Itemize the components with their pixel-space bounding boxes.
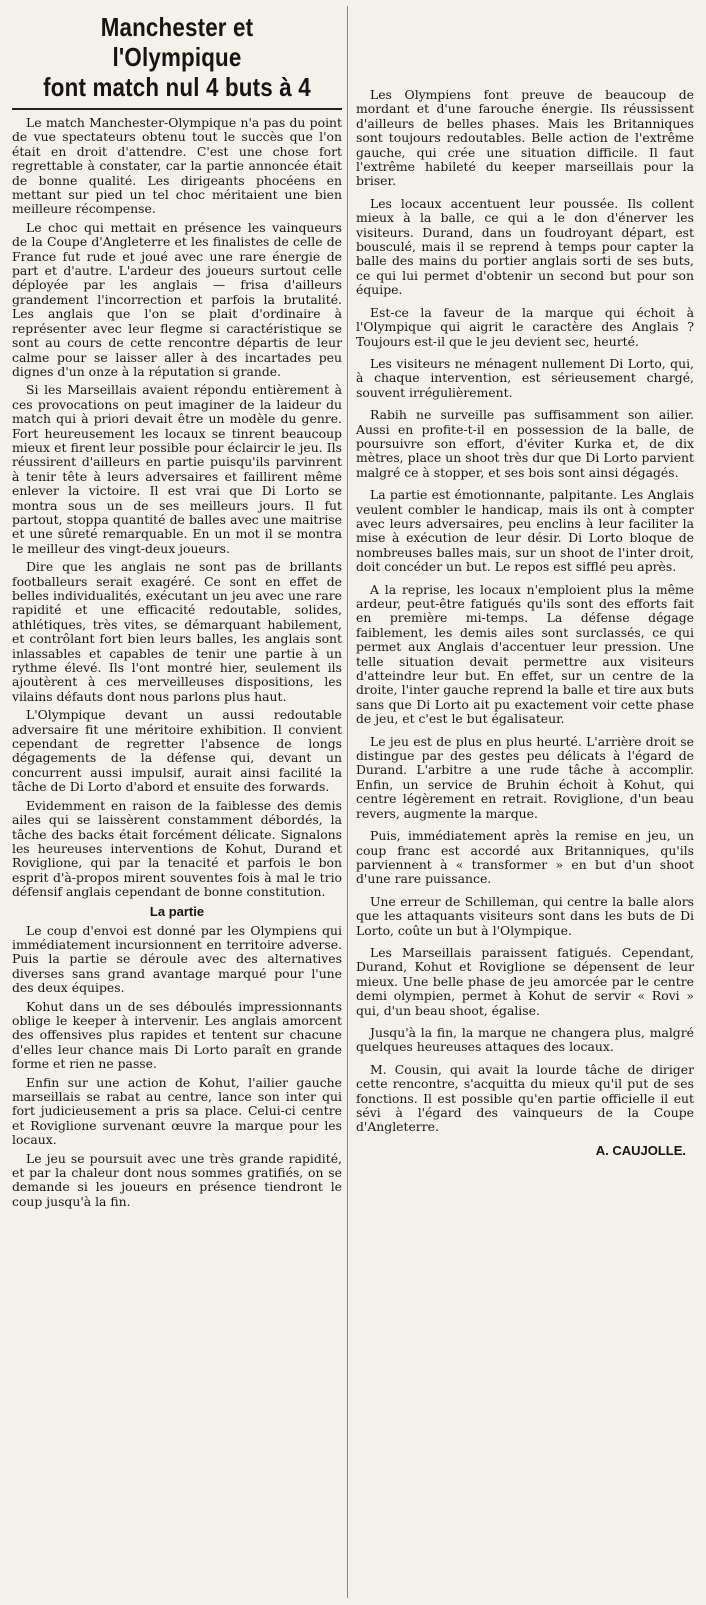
paragraph: Le coup d'envoi est donné par les Olympiens qui immédiatement incursionnent en territoire adverse. Puis la partie se déroule avec des alternatives diverses sans grand avantage marqué pour l'une des deux équipes. (12, 922, 342, 996)
paragraph: Le choc qui mettait en présence les vainqueurs de la Coupe d'Angleterre et les finalistes de celle de France fut rude et joué avec une rare énergie de part et d'autre. L'ardeur des joueurs surtout celle déployée par les anglais — frisa d'ailleurs grandement l'incorrection et parfois la brutalité. Les anglais que l'on se plait d'ordinaire à représenter avec leur flegme si caractéristique se sont au cours de cette rencontre départis de leur calme pour se laisser aller à des incartades peu dignes d'un onze à la réputation si grande. (12, 219, 342, 379)
left-column (6, 0, 346, 1213)
paragraph: Puis, immédiatement après la remise en jeu, un coup franc est accordé aux Britanniques, qu'ils parviennent à « transformer » en but d'un shoot d'une rare puissance. (356, 828, 694, 887)
section-heading: La partie (149, 903, 205, 919)
headline-rule (12, 108, 342, 110)
paragraph: Enfin sur une action de Kohut, l'ailier gauche marseillais se rabat au centre, lance son inter qui fort judicieusement a pris sa place. Celui-ci centre et Roviglione survenant œuvre la marque pour les locaux. (12, 1074, 342, 1148)
paragraph: La partie est émotionnante, palpitante. Les Anglais veulent combler le handicap, mais ils ont à compter avec leurs adversaires, peu enclins à leur faciliter la mise à exécution de leur désir. Di Lorto bloque de nombreuses balles mais, sur un shoot de l'inter droit, doit concéder un but. Le repos est sifflé peu après. (356, 487, 694, 575)
paragraph: Est-ce la faveur de la marque qui échoit à l'Olympique qui aigrit le caractère des Anglais ? Toujours est-il que le jeu devient sec, heurté. (356, 304, 694, 349)
paragraph: Rabih ne surveille pas suffisamment son ailier. Aussi en profite-t-il en possession de la balle, de poursuivre son effort, d'éviter Kurka et, de dix mètres, place un shoot très dur que Di Lorto parvient malgré ce à stopper, et ses bois sont ainsi dégagés. (356, 407, 694, 480)
headline-line-2: font match nul 4 buts à 4 (43, 72, 311, 102)
right-column (352, 0, 698, 1158)
column-divider (347, 6, 348, 1598)
paragraph: Les Olympiens font preuve de beaucoup de mordant et d'une farouche énergie. Ils réussissent d'ailleurs de belles phases. Mais les Britanniques sont toujours redoutables. Belle action de l'extrême gauche, qui crée une situation difficile. Il faut l'extrême habileté du keeper marseillais pour la briser. (356, 87, 694, 189)
paragraph: Jusqu'à la fin, la marque ne changera plus, malgré quelques heureuses attaques des locaux. (356, 1024, 694, 1055)
paragraph: Les Marseillais paraissent fatigués. Cependant, Durand, Kohut et Roviglione se dépensent de leur mieux. Une belle phase de jeu amorcée par le centre demi olympien, permet à Kohut de servir « Rovi » qui, d'un beau shoot, égalise. (356, 944, 694, 1018)
paragraph: Le jeu est de plus en plus heurté. L'arrière droit se distingue par des gestes peu délicats à l'égard de Durand. L'arbitre a une rude tâche à accomplir. Enfin, un service de Bruhin échoit à Kohut, qui centre légèrement en retrait. Roviglione, d'un beau revers, augmente la marque. (356, 733, 694, 821)
paragraph: A la reprise, les locaux n'emploient plus la même ardeur, peut-être fatigués qu'ils sont des efforts fait en première mi-temps. La défense dégage faiblement, les demis ailes sont surclassés, ce qui permet aux Anglais d'accentuer leur pression. Une telle situation devait permettre aux visiteurs d'atteindre leur but. En effet, sur un centre de la droite, l'inter gauche reprend la balle et tire aux buts sans que Di Lorto ait pu exactement voir cette phase de jeu, et c'est le but égalisateur. (356, 581, 694, 727)
paragraph: Les locaux accentuent leur poussée. Ils collent mieux à la balle, ce qui a le don d'énerver les visiteurs. Durand, dans un foudroyant départ, est bousculé, mais il se reprend à temps pour capter la balle des mains du portier anglais sorti de ses buts, ce qui lui permet d'obtenir un second but pour son équipe. (356, 195, 694, 298)
author-signature: A. CAUJOLLE. (595, 1142, 686, 1158)
paragraph: Le match Manchester-Olympique n'a pas du point de vue spectateurs obtenu tout le succès que l'on était en droit d'attendre. C'est une chose fort regrettable à constater, car la partie annoncée était de bonne qualité. Les dirigeants phocéens en mettant sur pied un tel choc méritaient une bien meilleure récompense. (12, 115, 342, 217)
paragraph: Le jeu se poursuit avec une très grande rapidité, et par la chaleur dont nous sommes gratifiés, on se demande si les joueurs en présence tiendront le coup jusqu'à la fin. (12, 1150, 342, 1209)
paragraph: M. Cousin, qui avait la lourde tâche de diriger cette rencontre, s'acquitta du mieux qu'il put de ses fonctions. Il est possible qu'en partie officielle il eut sévi à l'égard des vainqueurs de la Coupe d'Angleterre. (356, 1061, 694, 1135)
paragraph: Dire que les anglais ne sont pas de brillants footballeurs serait exagéré. Ce sont en effet de belles individualités, exécutant un jeu avec une rare rapidité et une efficacité redoutable, solides, athlétiques, très vites, se démarquant habilement, et contrôlant fort bien leurs balles, les anglais sont inlassables et capables de tenir une partie à un rythme élevé. Ils l'ont montré hier, seulement ils ajoutèrent à ces merveilleuses dispositions, les vilains défauts dont nous parlons plus haut. (12, 559, 342, 704)
paragraph: Si les Marseillais avaient répondu entièrement à ces provocations on peut imaginer de la laideur du match qui à priori devait être un modèle du genre. Fort heureusement les locaux se tinrent beaucoup mieux et firent leur possible pour éclaircir le jeu. Ils réussirent d'ailleurs en partie puisqu'ils parvinrent à tenir tête à leurs adversaires et faillirent même enlever la victoire. Il est vrai que Di Lorto se montra sous un de ses meilleurs jours. Il fut partout, stoppa quantité de balles avec une maitrise et une sûreté remarquable. En un mot il se montra le meilleur des vingt-deux joueurs. (12, 382, 342, 556)
paragraph: L'Olympique devant un aussi redoutable adversaire fit une méritoire exhibition. Il convient cependant de regretter l'absence de longs dégagements de la défense qui, devant un concurrent aussi impulsif, aurait ainsi facilité la tâche de Di Lorto d'abord et ensuite des forwards. (12, 707, 342, 795)
headline-line-1: Manchester et l'Olympique (100, 12, 254, 72)
paragraph: Kohut dans un de ses déboulés impressionnants oblige le keeper à intervenir. Les anglais amorcent des offensives plus rapides et tentent sur chacune d'elles leur chance mais Di Lorto paraît en grande forme et rien ne passe. (12, 998, 342, 1072)
headline (35, 12, 319, 102)
paragraph: Evidemment en raison de la faiblesse des demis ailes qui se laissèrent constamment débordés, la tâche des backs était forcément délicate. Signalons les heureuses interventions de Kohut, Durand et Roviglione, qui par la tenacité et parfois le bon esprit d'à-propos mirent souventes fois à mal le trio défensif anglais cependant de bonne constitution. (12, 797, 342, 900)
paragraph: Les visiteurs ne ménagent nullement Di Lorto, qui, à chaque intervention, est sérieusement chargé, souvent irrégulièrement. (356, 355, 694, 400)
paragraph: Une erreur de Schilleman, qui centre la balle alors que les attaquants visiteurs sont dans les buts de Di Lorto, coûte un but à l'Olympique. (356, 893, 694, 938)
